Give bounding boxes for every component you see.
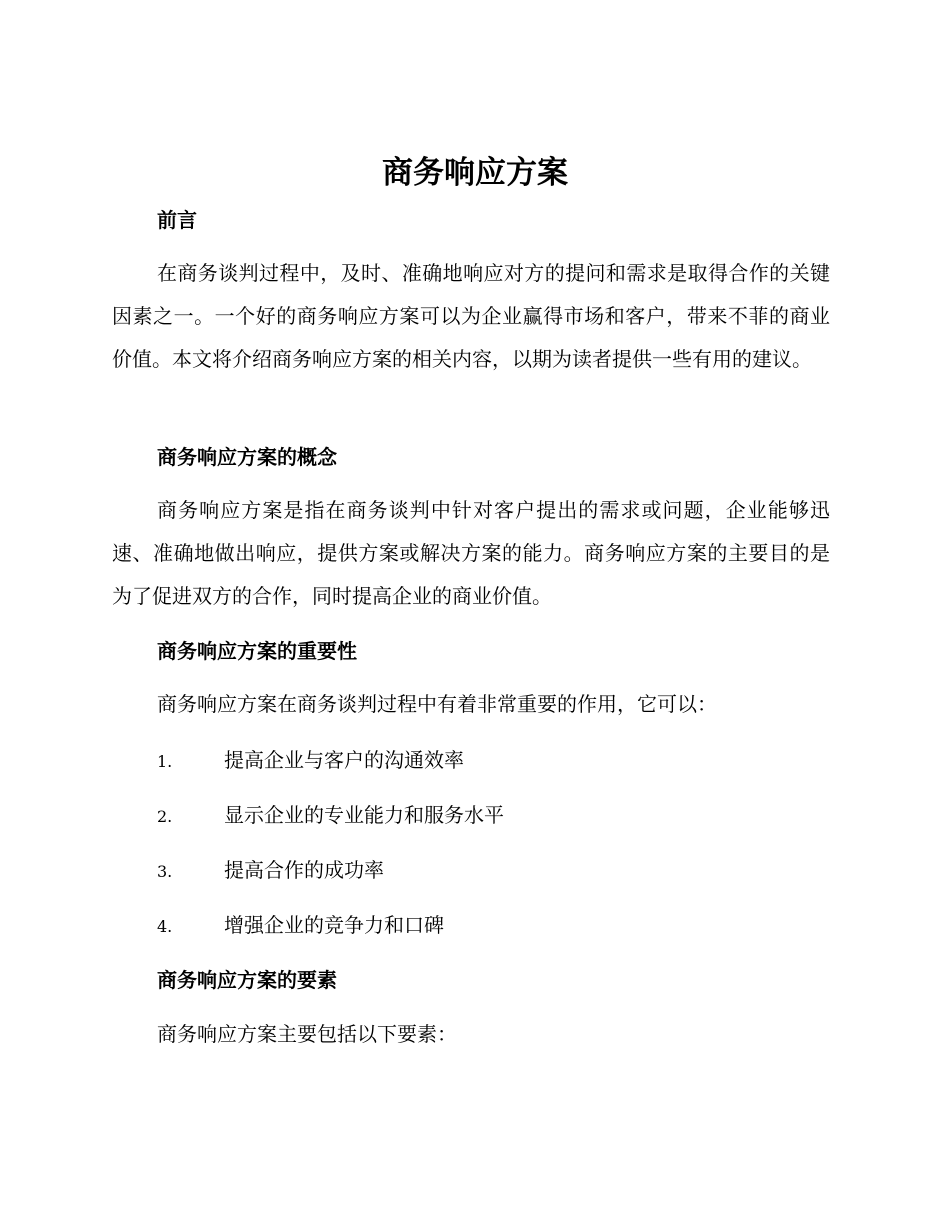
list-item bbox=[157, 851, 504, 906]
document-title: 商务响应方案 bbox=[382, 155, 568, 191]
preface-paragraph: 在商务谈判过程中，及时、准确地响应对方的提问和需求是取得合作的关键因素之一。一个好的商务响应方案可以为企业赢得市场和客户，带来不菲的商业价值。本文将介绍商务响应方案的相关内容，以期为读者提供一些有用的建议。 bbox=[112, 261, 830, 371]
section-heading-importance: 商务响应方案的重要性 bbox=[157, 639, 357, 663]
concept-paragraph: 商务响应方案是指在商务谈判中针对客户提出的需求或问题，企业能够迅速、准确地做出响应，提供方案或解决方案的能力。商务响应方案的主要目的是为了促进双方的合作，同时提高企业的商业价值。 bbox=[112, 498, 830, 608]
list-item-number: 3. bbox=[157, 862, 173, 881]
section-heading-elements: 商务响应方案的要素 bbox=[157, 968, 337, 992]
elements-paragraph: 商务响应方案主要包括以下要素： bbox=[157, 1022, 457, 1046]
section-heading-concept: 商务响应方案的概念 bbox=[157, 445, 337, 469]
importance-paragraph: 商务响应方案在商务谈判过程中有着非常重要的作用，它可以： bbox=[157, 692, 717, 716]
list-item-number: 1. bbox=[157, 752, 173, 771]
list-item-number: 2. bbox=[157, 807, 173, 826]
list-item-text: 提高企业与客户的沟通效率 bbox=[224, 748, 464, 772]
list-item bbox=[157, 796, 504, 851]
list-item-number: 4. bbox=[157, 917, 173, 936]
list-item bbox=[157, 906, 504, 961]
importance-list bbox=[157, 741, 504, 961]
list-item-text: 提高合作的成功率 bbox=[224, 858, 384, 882]
list-item bbox=[157, 741, 504, 796]
section-heading-preface: 前言 bbox=[157, 208, 197, 232]
list-item-text: 显示企业的专业能力和服务水平 bbox=[224, 803, 504, 827]
list-item-text: 增强企业的竞争力和口碑 bbox=[224, 913, 444, 937]
